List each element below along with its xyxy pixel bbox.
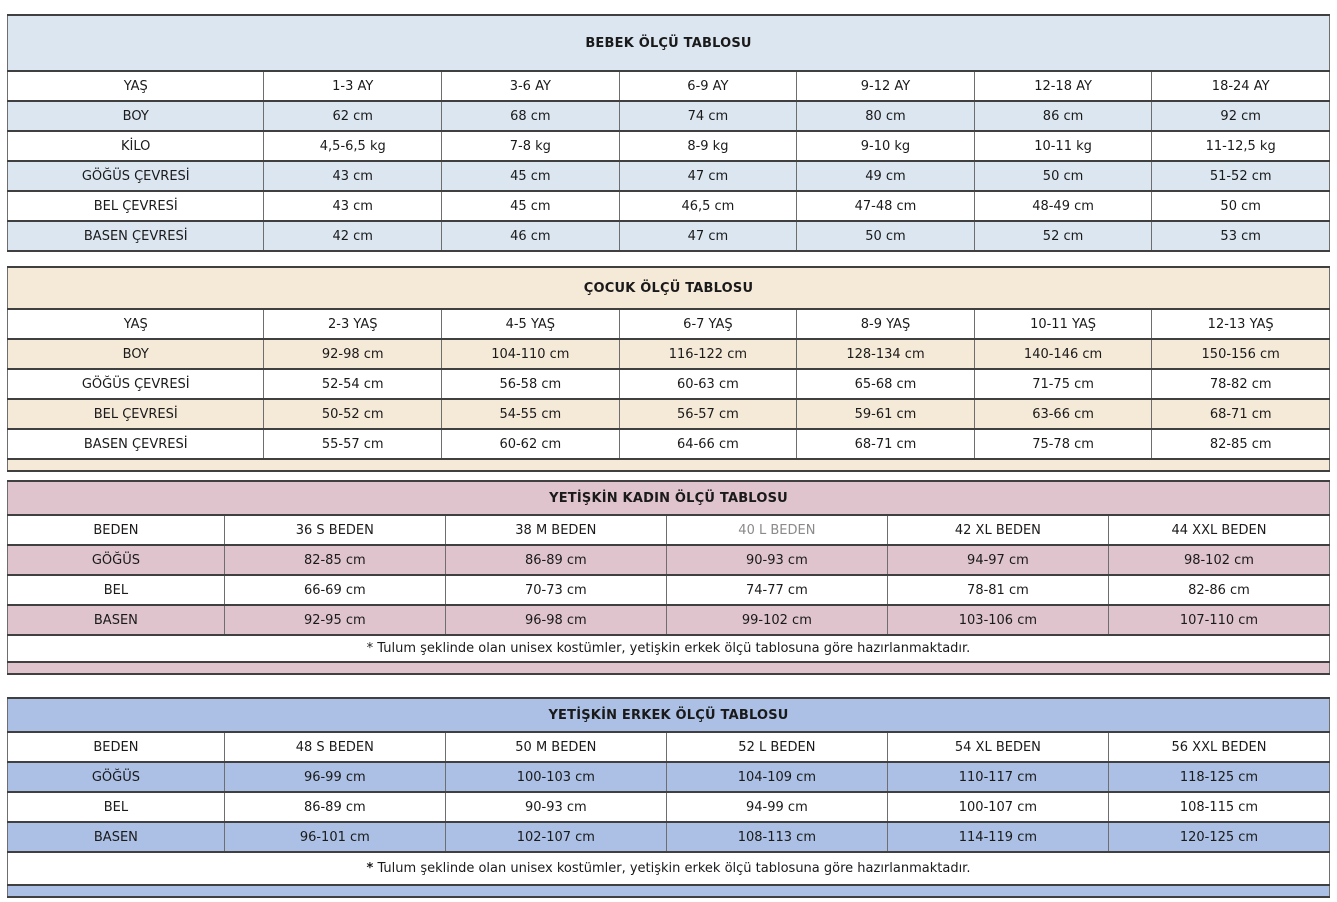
size-value: 68 cm: [442, 101, 620, 131]
size-value: 94-99 cm: [666, 792, 887, 822]
size-value: 54-55 cm: [442, 399, 620, 429]
table-row: [8, 309, 1330, 339]
row-label: BEL: [8, 792, 225, 822]
size-value: 50 cm: [797, 221, 975, 251]
size-value: 66-69 cm: [224, 575, 445, 605]
size-value: 44 XXL BEDEN: [1108, 515, 1329, 545]
size-value: 12-13 YAŞ: [1152, 309, 1330, 339]
size-value: 52 L BEDEN: [666, 732, 887, 762]
size-value: 50-52 cm: [264, 399, 442, 429]
table-row: [8, 575, 1330, 605]
size-value: 54 XL BEDEN: [887, 732, 1108, 762]
row-label: BOY: [8, 101, 264, 131]
footnote-text: [8, 635, 1330, 662]
footnote-body: Tulum şeklinde olan unisex kostümler, yetişkin erkek ölçü tablosuna göre hazırlanmaktadır.: [373, 641, 971, 656]
table-row: [8, 101, 1330, 131]
size-value: 82-85 cm: [1152, 429, 1330, 459]
size-value: 43 cm: [264, 191, 442, 221]
row-label: GÖĞÜS: [8, 545, 225, 575]
row-label: BASEN: [8, 605, 225, 635]
size-value: 52 cm: [974, 221, 1152, 251]
size-value: 51-52 cm: [1152, 161, 1330, 191]
bottom-strip-row: [8, 662, 1330, 674]
size-value: 70-73 cm: [445, 575, 666, 605]
row-label: BASEN: [8, 822, 225, 852]
size-value: 68-71 cm: [797, 429, 975, 459]
table-row: [8, 369, 1330, 399]
size-value: 92-95 cm: [224, 605, 445, 635]
size-value: 45 cm: [442, 161, 620, 191]
size-value: 47 cm: [619, 161, 797, 191]
row-label: BEL: [8, 575, 225, 605]
size-value: 86-89 cm: [445, 545, 666, 575]
footnote-row: [8, 852, 1330, 885]
size-value: 75-78 cm: [974, 429, 1152, 459]
size-value: 120-125 cm: [1108, 822, 1329, 852]
size-value: 8-9 kg: [619, 131, 797, 161]
size-value: 86 cm: [974, 101, 1152, 131]
size-value: 63-66 cm: [974, 399, 1152, 429]
size-value: 71-75 cm: [974, 369, 1152, 399]
table-row: [8, 399, 1330, 429]
size-value: 96-99 cm: [224, 762, 445, 792]
size-value: 82-86 cm: [1108, 575, 1329, 605]
row-label: KİLO: [8, 131, 264, 161]
size-value: 11-12,5 kg: [1152, 131, 1330, 161]
table-row: [8, 545, 1330, 575]
row-label: YAŞ: [8, 71, 264, 101]
size-value: 36 S BEDEN: [224, 515, 445, 545]
size-value: 60-62 cm: [442, 429, 620, 459]
size-value: 45 cm: [442, 191, 620, 221]
size-value: 82-85 cm: [224, 545, 445, 575]
footnote-row: [8, 635, 1330, 662]
size-value: 7-8 kg: [442, 131, 620, 161]
table-title-row: [8, 15, 1330, 71]
size-value: 38 M BEDEN: [445, 515, 666, 545]
size-value: 46 cm: [442, 221, 620, 251]
size-value: 150-156 cm: [1152, 339, 1330, 369]
table-title: YETİŞKİN KADIN ÖLÇÜ TABLOSU: [8, 481, 1330, 515]
size-value: 104-110 cm: [442, 339, 620, 369]
size-value: 90-93 cm: [445, 792, 666, 822]
size-value: 62 cm: [264, 101, 442, 131]
table-title: YETİŞKİN ERKEK ÖLÇÜ TABLOSU: [8, 698, 1330, 732]
size-value: 50 M BEDEN: [445, 732, 666, 762]
size-value: 48 S BEDEN: [224, 732, 445, 762]
row-label: BEL ÇEVRESİ: [8, 191, 264, 221]
size-value: 99-102 cm: [666, 605, 887, 635]
row-label: BEDEN: [8, 732, 225, 762]
size-value: 42 cm: [264, 221, 442, 251]
table-row: [8, 822, 1330, 852]
size-value: 3-6 AY: [442, 71, 620, 101]
row-label: BEDEN: [8, 515, 225, 545]
size-value: 96-98 cm: [445, 605, 666, 635]
table-row: [8, 429, 1330, 459]
size-value: 56-58 cm: [442, 369, 620, 399]
size-value: 56-57 cm: [619, 399, 797, 429]
size-value: 50 cm: [974, 161, 1152, 191]
table-row: [8, 339, 1330, 369]
size-value: 114-119 cm: [887, 822, 1108, 852]
size-value: 86-89 cm: [224, 792, 445, 822]
size-value: 8-9 YAŞ: [797, 309, 975, 339]
size-value: 1-3 AY: [264, 71, 442, 101]
size-value: 103-106 cm: [887, 605, 1108, 635]
size-value: 96-101 cm: [224, 822, 445, 852]
row-label: BEL ÇEVRESİ: [8, 399, 264, 429]
size-value: 80 cm: [797, 101, 975, 131]
size-value: 92-98 cm: [264, 339, 442, 369]
size-value: 64-66 cm: [619, 429, 797, 459]
size-value: 2-3 YAŞ: [264, 309, 442, 339]
footnote-text: [8, 852, 1330, 885]
size-value: 10-11 YAŞ: [974, 309, 1152, 339]
size-value: 100-103 cm: [445, 762, 666, 792]
size-value: 50 cm: [1152, 191, 1330, 221]
size-value: 42 XL BEDEN: [887, 515, 1108, 545]
table-row: [8, 732, 1330, 762]
size-value: 6-7 YAŞ: [619, 309, 797, 339]
size-value: 48-49 cm: [974, 191, 1152, 221]
table-row: [8, 131, 1330, 161]
size-table-cocuk: [7, 266, 1330, 472]
size-value: 78-82 cm: [1152, 369, 1330, 399]
size-value: 74-77 cm: [666, 575, 887, 605]
size-value: 6-9 AY: [619, 71, 797, 101]
table-row: [8, 515, 1330, 545]
size-value: 128-134 cm: [797, 339, 975, 369]
size-value: 49 cm: [797, 161, 975, 191]
table-title-row: [8, 481, 1330, 515]
row-label: BASEN ÇEVRESİ: [8, 429, 264, 459]
row-label: BOY: [8, 339, 264, 369]
size-value: 10-11 kg: [974, 131, 1152, 161]
row-label: GÖĞÜS: [8, 762, 225, 792]
size-value: 107-110 cm: [1108, 605, 1329, 635]
table-row: [8, 161, 1330, 191]
size-value: 90-93 cm: [666, 545, 887, 575]
size-value: 65-68 cm: [797, 369, 975, 399]
table-row: [8, 191, 1330, 221]
row-label: BASEN ÇEVRESİ: [8, 221, 264, 251]
size-table-bebek: [7, 14, 1330, 252]
footnote-body: Tulum şeklinde olan unisex kostümler, yetişkin erkek ölçü tablosuna göre hazırlanmaktadır.: [373, 861, 971, 876]
table-row: [8, 221, 1330, 251]
bottom-strip-row: [8, 885, 1330, 897]
size-value: 18-24 AY: [1152, 71, 1330, 101]
size-table-erkek: [7, 697, 1330, 898]
size-value: 55-57 cm: [264, 429, 442, 459]
size-value: 98-102 cm: [1108, 545, 1329, 575]
table-title: ÇOCUK ÖLÇÜ TABLOSU: [8, 267, 1330, 309]
row-label: GÖĞÜS ÇEVRESİ: [8, 161, 264, 191]
size-value: 110-117 cm: [887, 762, 1108, 792]
row-label: YAŞ: [8, 309, 264, 339]
size-value: 4-5 YAŞ: [442, 309, 620, 339]
size-value: 100-107 cm: [887, 792, 1108, 822]
table-title: BEBEK ÖLÇÜ TABLOSU: [8, 15, 1330, 71]
table-row: [8, 605, 1330, 635]
footnote-asterisk: *: [366, 861, 374, 876]
size-value: 43 cm: [264, 161, 442, 191]
size-value: 47 cm: [619, 221, 797, 251]
size-value: 102-107 cm: [445, 822, 666, 852]
size-value: 92 cm: [1152, 101, 1330, 131]
size-value: 46,5 cm: [619, 191, 797, 221]
size-value: 78-81 cm: [887, 575, 1108, 605]
bottom-strip: [8, 459, 1330, 471]
size-value: 59-61 cm: [797, 399, 975, 429]
table-title-row: [8, 267, 1330, 309]
size-value: 56 XXL BEDEN: [1108, 732, 1329, 762]
size-value: 68-71 cm: [1152, 399, 1330, 429]
size-value: 9-12 AY: [797, 71, 975, 101]
size-value: 140-146 cm: [974, 339, 1152, 369]
table-row: [8, 762, 1330, 792]
size-value: 74 cm: [619, 101, 797, 131]
size-value: 53 cm: [1152, 221, 1330, 251]
size-value: 9-10 kg: [797, 131, 975, 161]
size-value: 52-54 cm: [264, 369, 442, 399]
size-value: 47-48 cm: [797, 191, 975, 221]
table-row: [8, 792, 1330, 822]
size-value: 94-97 cm: [887, 545, 1108, 575]
row-label: GÖĞÜS ÇEVRESİ: [8, 369, 264, 399]
bottom-strip-row: [8, 459, 1330, 471]
bottom-strip: [8, 885, 1330, 897]
size-value: 108-115 cm: [1108, 792, 1329, 822]
size-value: 116-122 cm: [619, 339, 797, 369]
table-title-row: [8, 698, 1330, 732]
footnote-asterisk: *: [366, 641, 374, 656]
size-value: 108-113 cm: [666, 822, 887, 852]
size-table-kadin: [7, 480, 1330, 675]
size-value: 118-125 cm: [1108, 762, 1329, 792]
size-value: 4,5-6,5 kg: [264, 131, 442, 161]
size-value: 60-63 cm: [619, 369, 797, 399]
table-row: [8, 71, 1330, 101]
bottom-strip: [8, 662, 1330, 674]
size-value: 104-109 cm: [666, 762, 887, 792]
size-value: 12-18 AY: [974, 71, 1152, 101]
size-value: 40 L BEDEN: [666, 515, 887, 545]
